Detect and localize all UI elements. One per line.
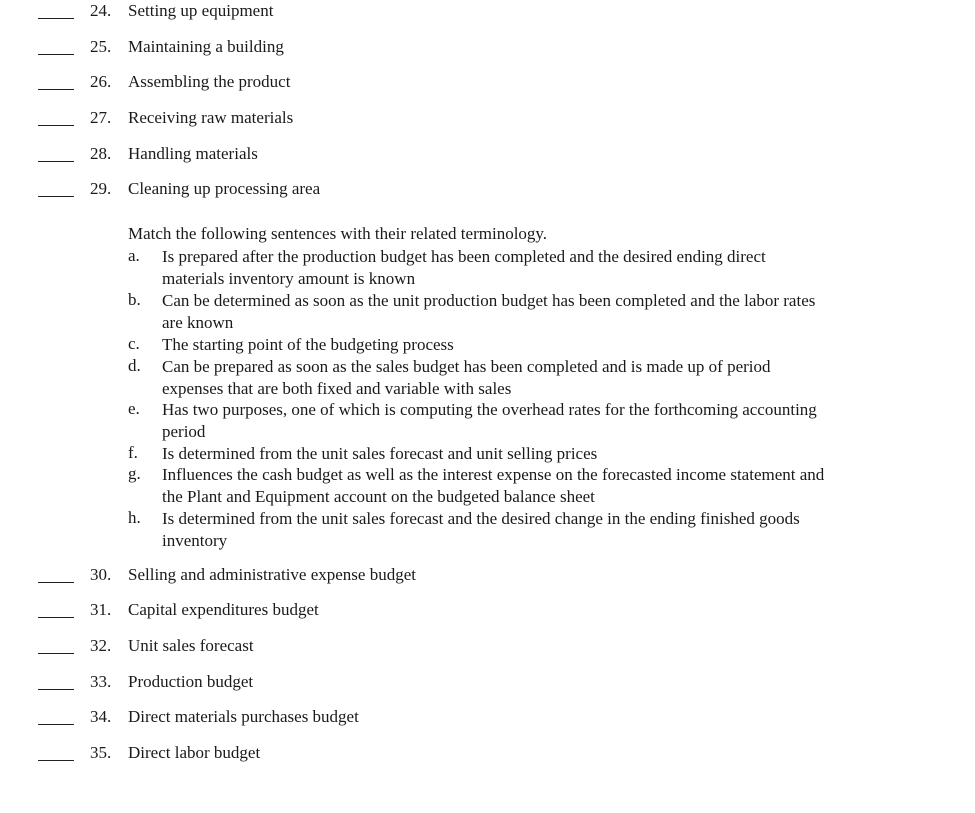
question-term: Direct materials purchases budget — [128, 707, 359, 726]
question-term: Receiving raw materials — [128, 108, 294, 127]
question-number: 29. — [90, 179, 112, 198]
question-row — [0, 707, 900, 729]
option-letter: c. — [128, 334, 140, 353]
answer-blank[interactable] — [38, 161, 74, 162]
matching-instruction: Match the following sentences with their related terminology. — [128, 224, 548, 243]
question-number: 28. — [90, 144, 112, 163]
question-row — [0, 636, 900, 658]
question-number: 33. — [90, 672, 112, 691]
question-term: Setting up equipment — [128, 1, 274, 20]
question-number: 35. — [90, 743, 112, 762]
option-letter: a. — [128, 246, 140, 265]
option-text: Can be determined as soon as the unit production budget has been completed and the labor rates are known — [162, 291, 816, 332]
option-letter: b. — [128, 290, 141, 309]
question-term: Selling and administrative expense budget — [128, 565, 416, 584]
question-term: Production budget — [128, 672, 254, 691]
option-letter: h. — [128, 508, 141, 527]
option-letter: e. — [128, 399, 140, 418]
question-number: 25. — [90, 37, 112, 56]
question-row — [0, 108, 900, 130]
option-text: Is determined from the unit sales forecast and unit selling prices — [162, 444, 598, 463]
answer-blank[interactable] — [38, 724, 74, 725]
option-text: Is prepared after the production budget has been completed and the desired ending direct materials inventory amount is known — [162, 247, 766, 288]
option-text: Can be prepared as soon as the sales budget has been completed and is made up of period expenses that are both fixed and variable with sales — [162, 357, 771, 398]
question-number: 27. — [90, 108, 112, 127]
question-row — [0, 672, 900, 694]
question-row — [0, 1, 900, 23]
option-text: Influences the cash budget as well as the interest expense on the forecasted income statement and the Plant and Equipment account on the budgeted balance sheet — [162, 465, 825, 506]
question-row — [0, 743, 900, 765]
option-text: Is determined from the unit sales forecast and the desired change in the ending finished goods inventory — [162, 509, 800, 550]
question-row — [0, 179, 900, 201]
question-term: Unit sales forecast — [128, 636, 254, 655]
question-row — [0, 37, 900, 59]
question-row — [0, 144, 900, 166]
question-row — [0, 600, 900, 622]
question-number: 24. — [90, 1, 112, 20]
question-term: Direct labor budget — [128, 743, 261, 762]
option-letter: d. — [128, 356, 141, 375]
question-number: 26. — [90, 72, 112, 91]
answer-blank[interactable] — [38, 125, 74, 126]
option-text: Has two purposes, one of which is computing the overhead rates for the forthcoming accounting period — [162, 400, 817, 441]
answer-blank[interactable] — [38, 653, 74, 654]
answer-blank[interactable] — [38, 18, 74, 19]
question-number: 31. — [90, 600, 112, 619]
answer-blank[interactable] — [38, 54, 74, 55]
answer-blank[interactable] — [38, 689, 74, 690]
question-term: Cleaning up processing area — [128, 179, 321, 198]
question-term: Handling materials — [128, 144, 258, 163]
question-number: 30. — [90, 565, 112, 584]
question-row — [0, 72, 900, 94]
answer-blank[interactable] — [38, 760, 74, 761]
question-term: Assembling the product — [128, 72, 291, 91]
option-text: The starting point of the budgeting process — [162, 335, 454, 354]
option-letter: g. — [128, 464, 141, 483]
question-number: 34. — [90, 707, 112, 726]
option-letter: f. — [128, 443, 138, 462]
question-row — [0, 565, 900, 587]
question-term: Maintaining a building — [128, 37, 284, 56]
answer-blank[interactable] — [38, 582, 74, 583]
question-number: 32. — [90, 636, 112, 655]
answer-blank[interactable] — [38, 617, 74, 618]
question-term: Capital expenditures budget — [128, 600, 319, 619]
answer-blank[interactable] — [38, 196, 74, 197]
answer-blank[interactable] — [38, 89, 74, 90]
